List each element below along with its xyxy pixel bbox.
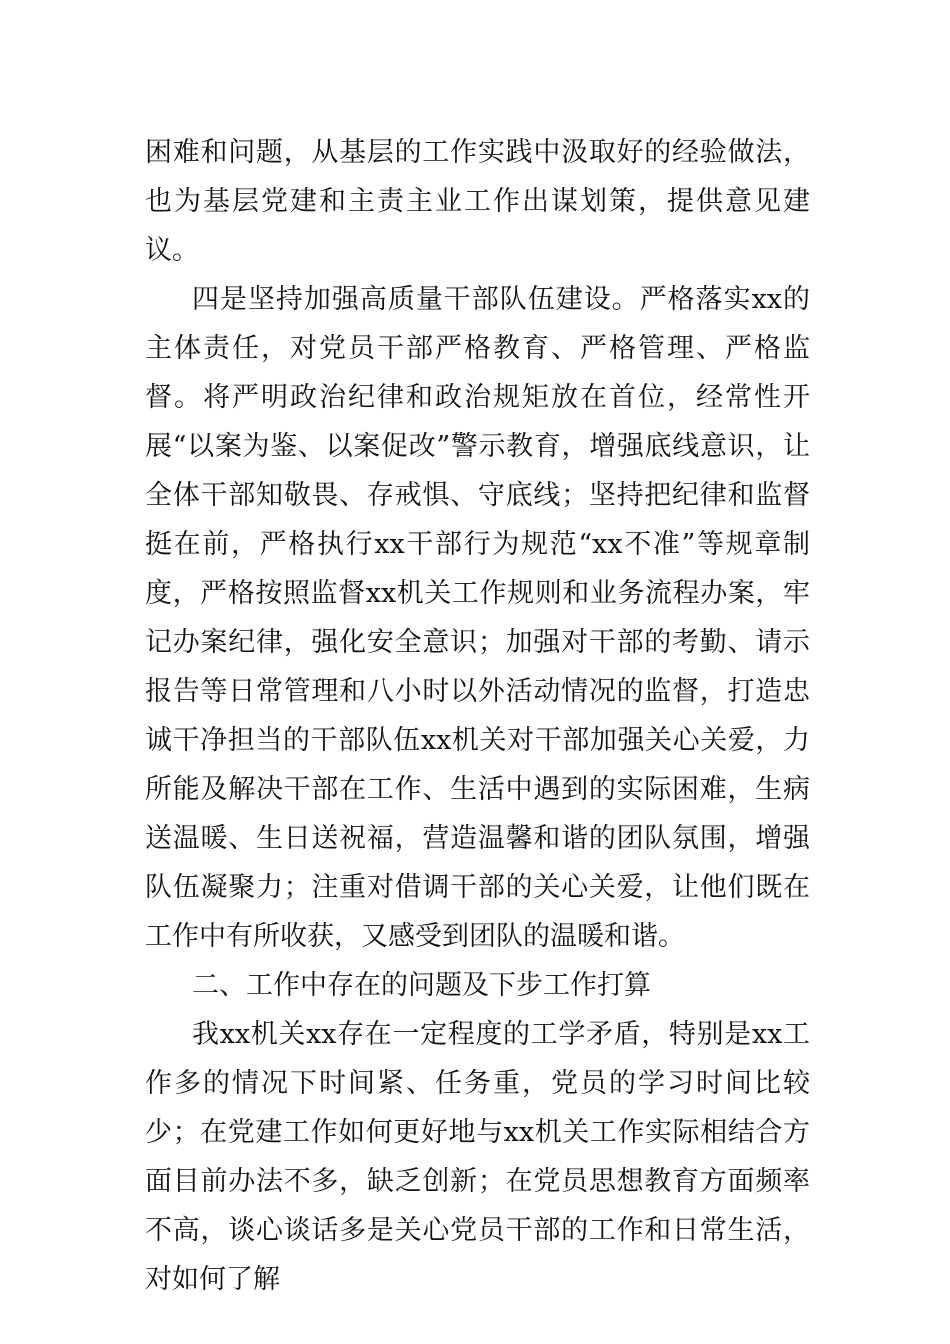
document-body bbox=[145, 128, 810, 1304]
section-heading: 二、工作中存在的问题及下步工作打算 bbox=[192, 970, 651, 1001]
paragraph-problems: 我xx机关xx存在一定程度的工学矛盾，特别是xx工作多的情况下时间紧、任务重，党员的学习时间比较少；在党建工作如何更好地与xx机关工作实际相结合方面目前办法不多，缺乏创新；在党员思想教育方面频率不高，谈心谈话多是关心党员干部的工作和日常生活，对如何了解 bbox=[145, 1019, 810, 1295]
paragraph-continuation: 困难和问题，从基层的工作实践中汲取好的经验做法，也为基层党建和主责主业工作出谋划策，提供意见建议。 bbox=[145, 137, 810, 266]
paragraph-point-four: 四是坚持加强高质量干部队伍建设。严格落实xx的主体责任，对党员干部严格教育、严格管理、严格监督。将严明政治纪律和政治规矩放在首位，经常性开展“以案为鉴、以案促改”警示教育，增强底线意识，让全体干部知敬畏、存戒惧、守底线；坚持把纪律和监督挺在前，严格执行xx干部行为规范“xx不准”等规章制度，严格按照监督xx机关工作规则和业务流程办案，牢记办案纪律，强化安全意识；加强对干部的考勤、请示报告等日常管理和八小时以外活动情况的监督，打造忠诚干净担当的干部队伍xx机关对干部加强关心关爱，力所能及解决干部在工作、生活中遇到的实际困难，生病送温暖、生日送祝福，营造温馨和谐的团队氛围，增强队伍凝聚力；注重对借调干部的关心关爱，让他们既在工作中有所收获，又感受到团队的温暖和谐。 bbox=[145, 284, 810, 952]
